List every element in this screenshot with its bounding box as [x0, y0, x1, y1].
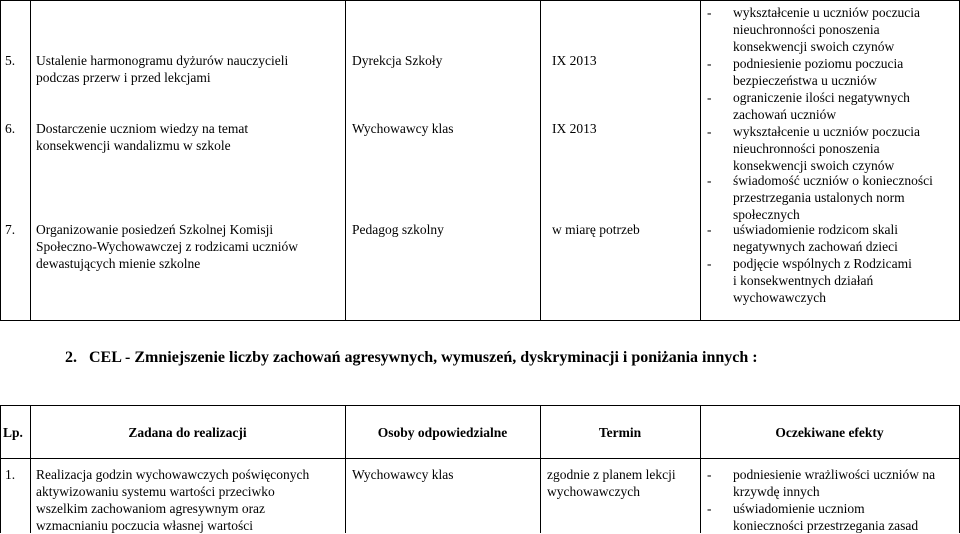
responsible-person: Pedagog szkolny [352, 222, 444, 237]
task-text [36, 120, 248, 154]
effect-line: nieuchronności ponoszenia [733, 22, 880, 37]
effect-line: konsekwencji swoich czynów [733, 39, 895, 54]
effect-line: wychowawczych [733, 290, 826, 305]
effect-item [733, 123, 920, 174]
bullet: - [707, 467, 712, 482]
header-effects: Oczekiwane efekty [775, 425, 884, 440]
responsible-person: Dyrekcja Szkoły [352, 53, 443, 68]
effect-line: uświadomienie uczniom [733, 501, 865, 516]
effect-line: podniesienie poziomu poczucia [733, 56, 904, 71]
effect-line: ograniczenie ilości negatywnych [733, 90, 910, 105]
deadline: IX 2013 [552, 53, 597, 68]
effect-line: podniesienie wrażliwości uczniów na [733, 467, 936, 482]
effect-line: uświadomienie rodzicom skali [733, 222, 898, 237]
responsible-person: Wychowawcy klas [352, 467, 454, 482]
effect-item [733, 89, 910, 123]
task-text [36, 221, 298, 272]
section-heading: 2. CEL - Zmniejszenie liczby zachowań agresywnych, wymuszeń, dyskryminacji i poniżania innych : [65, 349, 758, 366]
row-number: 6. [5, 121, 16, 136]
task-line: podczas przerw i przed lekcjami [36, 70, 211, 85]
row-number: 5. [5, 53, 16, 68]
effect-item [733, 55, 903, 89]
effect-line: wykształcenie u uczniów poczucia [733, 124, 921, 139]
bullet: - [707, 124, 712, 139]
table-border [0, 0, 960, 1]
row-number: 1. [5, 467, 16, 482]
row-number: 7. [5, 222, 16, 237]
bullet: - [707, 222, 712, 237]
effect-line: i konsekwentnych działań [733, 273, 874, 288]
effect-line: wykształcenie u uczniów poczucia [733, 5, 921, 20]
task-line: Organizowanie posiedzeń Szkolnej Komisji [36, 222, 274, 237]
task-line: Dostarczenie uczniom wiedzy na temat [36, 121, 249, 136]
effect-line: podjęcie wspólnych z Rodzicami [733, 256, 912, 271]
task-line: wszelkim zachowaniom agresywnym oraz [36, 501, 266, 516]
effect-line: konsekwencji swoich czynów [733, 158, 895, 173]
header-responsible: Osoby odpowiedzialne [377, 425, 508, 440]
effect-item [733, 4, 920, 55]
bullet: - [707, 173, 712, 188]
deadline: IX 2013 [552, 121, 597, 136]
effect-line: przestrzegania ustalonych norm [733, 190, 905, 205]
responsible-person: Wychowawcy klas [352, 121, 454, 136]
table-border [0, 458, 960, 459]
effect-line: negatywnych zachowań dzieci [733, 239, 898, 254]
task-text [36, 466, 309, 534]
effect-item [733, 172, 933, 223]
effect-line: bezpieczeństwa u uczniów [733, 73, 877, 88]
table-border [700, 0, 701, 321]
deadline: w miarę potrzeb [552, 222, 640, 237]
effect-line: społecznych [733, 207, 800, 222]
effect-item [733, 466, 935, 500]
effect-line: konieczności przestrzegania zasad [733, 518, 919, 533]
bullet: - [707, 501, 712, 516]
task-line: Społeczno-Wychowawczej z rodzicami uczniów [36, 239, 298, 254]
header-task: Zadana do realizacji [128, 425, 247, 440]
task-line: Ustalenie harmonogramu dyżurów nauczycieli [36, 53, 289, 68]
deadline-line: zgodnie z planem lekcji [547, 467, 676, 482]
effect-line: świadomość uczniów o konieczności [733, 173, 933, 188]
effect-line: zachowań uczniów [733, 107, 837, 122]
task-line: aktywizowaniu systemu wartości przeciwko [36, 484, 275, 499]
header-lp: Lp. [3, 425, 23, 440]
table-border [345, 0, 346, 321]
table-border [0, 405, 1, 533]
table-border [30, 0, 31, 321]
effect-line: krzywdę innych [733, 484, 820, 499]
table-border [0, 0, 1, 321]
table-border [540, 0, 541, 321]
deadline-line: wychowawczych [547, 484, 640, 499]
bullet: - [707, 56, 712, 71]
effect-item [733, 255, 912, 306]
task-line: wzmacnianiu poczucia własnej wartości [36, 518, 254, 533]
effect-item [733, 221, 898, 255]
bullet: - [707, 256, 712, 271]
task-line: Realizacja godzin wychowawczych poświęconych [36, 467, 310, 482]
header-deadline: Termin [598, 425, 642, 440]
table-border [0, 320, 960, 321]
bullet: - [707, 5, 712, 20]
table-border [0, 405, 960, 406]
task-text [36, 52, 288, 86]
bullet: - [707, 90, 712, 105]
task-line: konsekwencji wandalizmu w szkole [36, 138, 231, 153]
effect-item [733, 500, 918, 534]
task-line: dewastujących mienie szkolne [36, 256, 201, 271]
effect-line: nieuchronności ponoszenia [733, 141, 880, 156]
deadline [547, 466, 676, 500]
